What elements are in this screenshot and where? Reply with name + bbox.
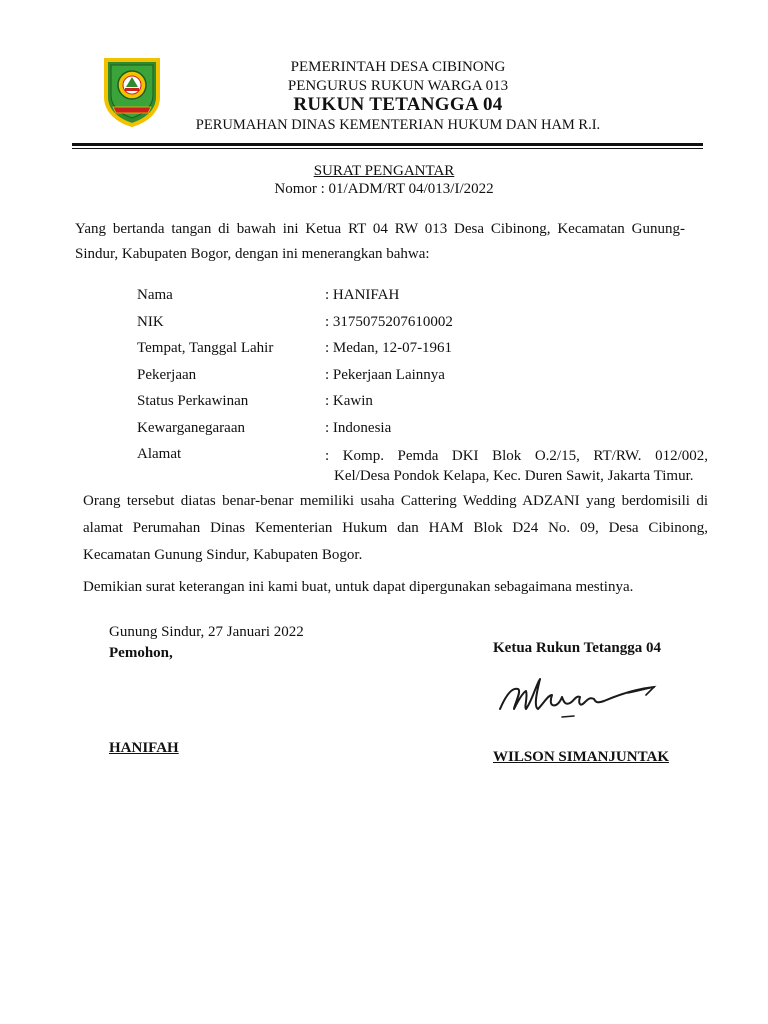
applicant-name: HANIFAH (109, 740, 179, 756)
address-line-1: : Komp. Pemda DKI Blok O.2/15, RT/RW. 012/002, (325, 448, 708, 464)
place-date: Gunung Sindur, 27 Januari 2022 (109, 624, 304, 640)
intro-paragraph (75, 217, 685, 267)
applicant-title: Pemohon, (109, 645, 173, 661)
field-value-alamat (325, 446, 708, 486)
header-address: PERUMAHAN DINAS KEMENTERIAN HUKUM DAN HAM R.I. (195, 117, 601, 133)
field-value-pekerjaan: : Pekerjaan Lainnya (325, 367, 445, 383)
body-line-2: alamat Perumahan Dinas Kementerian Hukum dan HAM Blok D24 No. 09, Desa Cibinong, (83, 520, 708, 536)
address-line-2: Kel/Desa Pondok Kelapa, Kec. Duren Sawit, Jakarta Timur. (334, 468, 694, 484)
intro-line-2: Sindur, Kabupaten Bogor, dengan ini menerangkan bahwa: (75, 246, 430, 262)
head-name: WILSON SIMANJUNTAK (493, 749, 669, 765)
body-paragraph (83, 488, 708, 569)
header-divider (72, 143, 703, 146)
body-line-1: Orang tersebut diatas benar-benar memiliki usaha Cattering Wedding ADZANI yang berdomisili di (83, 493, 708, 509)
header-rw: PENGURUS RUKUN WARGA 013 (287, 78, 509, 94)
body-line-3: Kecamatan Gunung Sindur, Kabupaten Bogor. (83, 547, 363, 563)
field-label-ttl: Tempat, Tanggal Lahir (137, 340, 274, 356)
field-value-kewarganegaraan: : Indonesia (325, 420, 392, 436)
field-label-alamat: Alamat (137, 446, 182, 462)
intro-line-1: Yang bertanda tangan di bawah ini Ketua RT 04 RW 013 Desa Cibinong, Kecamatan Gunung- (75, 221, 685, 237)
field-label-nama: Nama (137, 287, 173, 303)
field-label-pekerjaan: Pekerjaan (137, 367, 197, 383)
header-rt: RUKUN TETANGGA 04 (293, 94, 503, 115)
header-government: PEMERINTAH DESA CIBINONG (290, 59, 506, 75)
letter-title: SURAT PENGANTAR (313, 163, 455, 179)
field-label-status: Status Perkawinan (137, 393, 249, 409)
field-value-status: : Kawin (325, 393, 373, 409)
closing-paragraph: Demikian surat keterangan ini kami buat, untuk dapat dipergunakan sebagaimana mestinya. (83, 579, 634, 595)
letter-number: Nomor : 01/ADM/RT 04/013/I/2022 (274, 181, 494, 197)
bogor-regency-emblem (103, 57, 161, 127)
field-value-ttl: : Medan, 12-07-1961 (325, 340, 453, 356)
handwritten-signature (478, 665, 663, 725)
field-label-nik: NIK (137, 314, 164, 330)
field-value-nik: : 3175075207610002 (325, 314, 453, 330)
field-value-nama: : HANIFAH (325, 287, 400, 303)
header-divider-thin (72, 148, 703, 149)
field-label-kewarganegaraan: Kewarganegaraan (137, 420, 245, 436)
head-title: Ketua Rukun Tetangga 04 (493, 640, 661, 656)
